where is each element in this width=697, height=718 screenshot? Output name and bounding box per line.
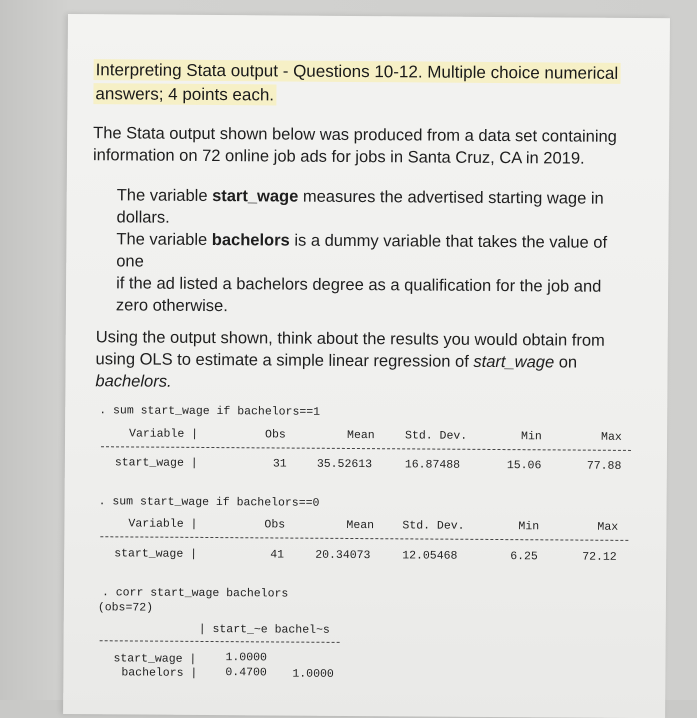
corr-row2-label: bachelors |: [121, 666, 198, 680]
header-variable: Variable |: [129, 427, 199, 441]
header2-max: Max: [597, 520, 619, 534]
row1-min: 15.06: [506, 459, 542, 473]
corr-row1-label: start_wage |: [113, 652, 197, 666]
row2-min: 6.25: [510, 550, 538, 564]
page-title: [93, 58, 641, 110]
intro-paragraph: [93, 122, 641, 170]
start-wage-desc-post-1: measures the advertised starting wage in: [298, 187, 604, 208]
start-wage-varname: start_wage: [212, 187, 299, 206]
stata-command-1: . sum start_wage if bachelors==1: [99, 404, 321, 419]
header-mean: Mean: [347, 428, 375, 443]
row2-max: 72.12: [582, 550, 617, 564]
header-max: Max: [601, 430, 622, 444]
question-line-2-post: on: [554, 353, 578, 372]
corr-row2-value2: 1.0000: [292, 667, 334, 681]
start-wage-desc-post-2: dollars.: [116, 208, 170, 227]
paper-sheet: [63, 14, 670, 718]
header-min: Min: [521, 430, 542, 444]
stata-command-2: . sum start_wage if bachelors==0: [98, 495, 320, 510]
corr-row1-value: 1.0000: [225, 651, 267, 665]
variable-descriptions: [116, 184, 637, 320]
start-wage-desc-pre: The variable: [116, 186, 213, 206]
intro-line-2: information on 72 online job ads for jobs in Santa Cruz, CA in 2019.: [92, 146, 585, 168]
question-line-3: bachelors.: [95, 372, 172, 391]
header2-std-dev: Std. Dev.: [402, 519, 465, 533]
row2-mean: 20.34073: [315, 548, 371, 563]
row2-obs: 41: [270, 548, 285, 562]
bachelors-desc-post-3: zero otherwise.: [115, 296, 228, 316]
obs-count-line: (obs=72): [97, 601, 154, 615]
bachelors-desc-pre: The variable: [116, 230, 212, 250]
row1-variable: start_wage |: [114, 456, 198, 470]
corr-divider: [100, 640, 340, 643]
bachelors-varname: bachelors: [211, 231, 290, 250]
header-obs: Obs: [265, 428, 286, 442]
title-line-1: Interpreting Stata output - Questions 10-12. Multiple choice numerical: [94, 59, 621, 84]
corr-row2-value1: 0.4700: [225, 666, 267, 680]
header2-min: Min: [518, 520, 540, 534]
header-std-dev: Std. Dev.: [405, 429, 468, 443]
row2-std-dev: 12.05468: [402, 549, 458, 563]
bachelors-desc-post-1: is a dummy variable that takes the value of one: [116, 231, 608, 271]
intro-line-1: The Stata output shown below was produced from a data set containing: [93, 124, 617, 146]
corr-header: | start_~e bachel~s: [198, 622, 330, 637]
header2-variable: Variable |: [128, 517, 198, 531]
question-line-1: Using the output shown, think about the results you would obtain from: [95, 328, 605, 350]
table-divider-2: [100, 536, 628, 541]
row2-variable: start_wage |: [114, 547, 198, 561]
question-paragraph: [95, 326, 635, 396]
row1-std-dev: 16.87488: [404, 458, 461, 472]
question-line-2-pre: using OLS to estimate a simple linear regression of: [95, 350, 474, 371]
header2-mean: Mean: [346, 518, 375, 533]
row1-obs: 31: [272, 457, 287, 471]
table-divider-1: [101, 446, 631, 451]
bachelors-desc-post-2: if the ad listed a bachelors degree as a qualification for the job and: [116, 274, 602, 296]
stata-command-3: . corr start_wage bachelors: [101, 586, 289, 601]
header2-obs: Obs: [264, 518, 286, 532]
row1-max: 77.88: [586, 459, 622, 473]
row1-mean: 35.52613: [316, 457, 373, 472]
title-line-2: answers; 4 points each.: [93, 83, 276, 105]
question-var-start-wage: start_wage: [473, 352, 555, 372]
